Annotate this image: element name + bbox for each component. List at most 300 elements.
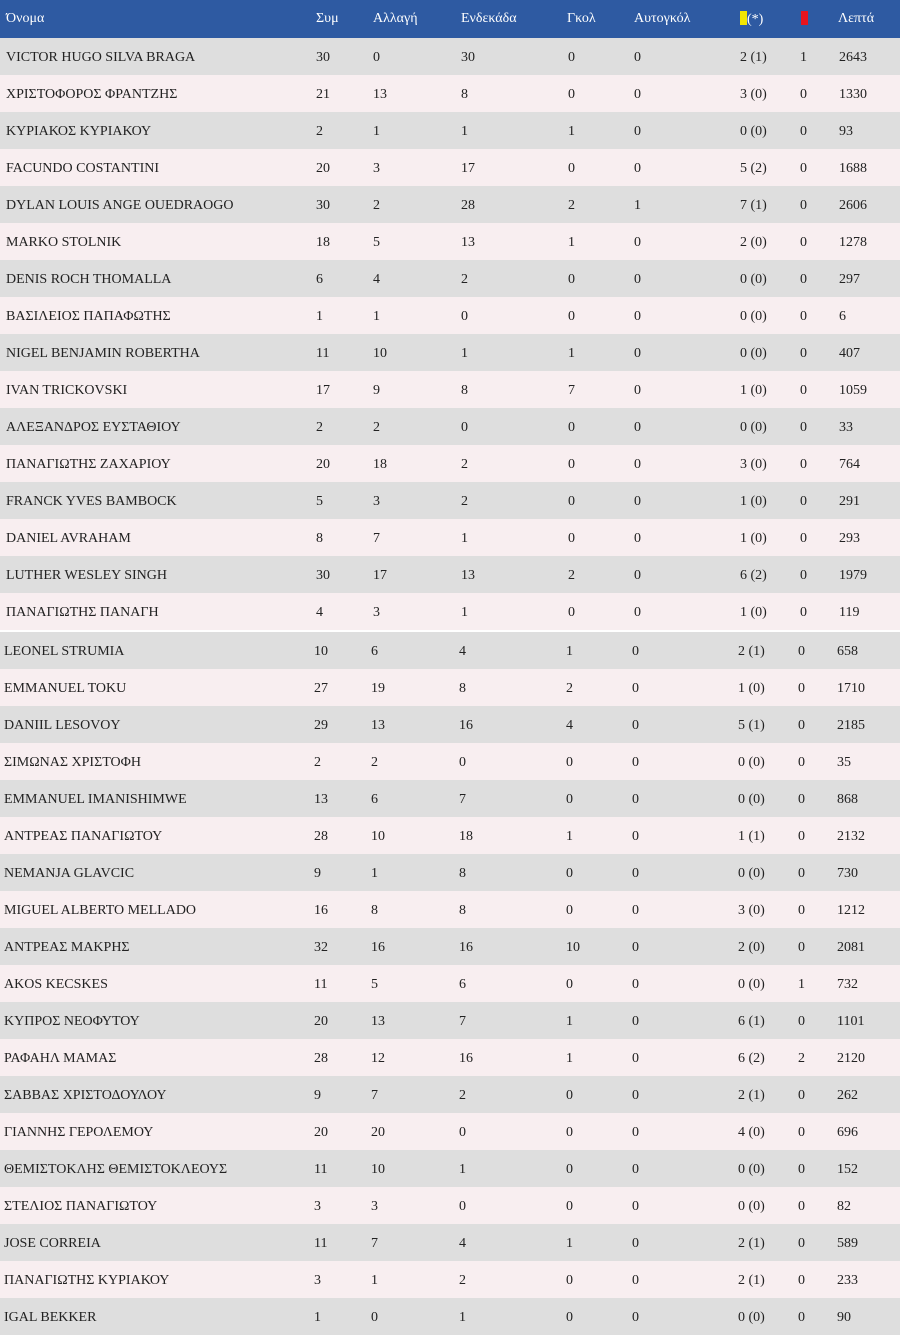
starting-apps: 16 <box>459 940 473 955</box>
goals: 0 <box>568 457 575 472</box>
goals: 0 <box>566 1273 573 1288</box>
starting-apps: 17 <box>461 161 475 176</box>
minutes: 2643 <box>839 50 867 65</box>
minutes: 1101 <box>837 1014 865 1029</box>
table-row[interactable] <box>0 891 900 928</box>
goals: 0 <box>566 1310 573 1325</box>
own-goals: 0 <box>634 50 641 65</box>
yellow-cards: 2 (1) <box>738 1088 765 1103</box>
table-row[interactable] <box>0 817 900 854</box>
goals: 1 <box>566 1236 573 1251</box>
minutes: 293 <box>839 531 860 546</box>
substitute-apps: 10 <box>373 346 387 361</box>
appearances: 20 <box>314 1125 328 1140</box>
starting-apps: 7 <box>459 1014 466 1029</box>
minutes: 291 <box>839 494 860 509</box>
own-goals: 0 <box>634 235 641 250</box>
red-cards: 0 <box>800 494 807 509</box>
starting-apps: 8 <box>461 87 468 102</box>
yellow-cards: 1 (0) <box>740 531 767 546</box>
yellow-cards: 1 (0) <box>740 494 767 509</box>
yellow-cards: 0 (0) <box>740 124 767 139</box>
table-row[interactable] <box>0 965 900 1002</box>
substitute-apps: 4 <box>373 272 380 287</box>
minutes: 90 <box>837 1310 851 1325</box>
player-name: DANIIL LESOVOY <box>4 718 121 733</box>
yellow-cards: 5 (2) <box>740 161 767 176</box>
substitute-apps: 0 <box>373 50 380 65</box>
minutes: 696 <box>837 1125 858 1140</box>
starting-apps: 16 <box>459 718 473 733</box>
own-goals: 0 <box>632 1310 639 1325</box>
starting-apps: 1 <box>461 124 468 139</box>
yellow-cards: 1 (0) <box>738 681 765 696</box>
appearances: 10 <box>314 644 328 659</box>
minutes: 6 <box>839 309 846 324</box>
goals: 1 <box>566 1014 573 1029</box>
red-cards: 0 <box>800 235 807 250</box>
starting-apps: 1 <box>459 1310 466 1325</box>
table-row[interactable] <box>0 1261 900 1298</box>
red-cards: 0 <box>800 605 807 620</box>
minutes: 93 <box>839 124 853 139</box>
starting-apps: 1 <box>461 531 468 546</box>
starting-apps: 13 <box>461 568 475 583</box>
own-goals: 0 <box>632 977 639 992</box>
substitute-apps: 1 <box>371 866 378 881</box>
table-row[interactable] <box>0 1002 900 1039</box>
header-red[interactable] <box>801 11 808 28</box>
starting-apps: 4 <box>459 1236 466 1251</box>
starting-apps: 7 <box>459 792 466 807</box>
player-name: ΚΥΡΙΑΚΟΣ ΚΥΡΙΑΚΟΥ <box>6 124 152 139</box>
header-minutes[interactable]: Λεπτά <box>838 11 875 26</box>
appearances: 2 <box>316 124 323 139</box>
appearances: 9 <box>314 866 321 881</box>
table-row[interactable] <box>0 112 900 149</box>
appearances: 21 <box>316 87 330 102</box>
yellow-card-icon <box>740 11 747 25</box>
player-name: NEMANJA GLAVCIC <box>4 866 135 881</box>
table-row[interactable] <box>0 445 900 482</box>
minutes: 2185 <box>837 718 865 733</box>
header-own-goals[interactable]: Αυτογκόλ <box>634 11 691 26</box>
player-name: ΣΙΜΩΝΑΣ ΧΡΙΣΤΟΦΗ <box>4 755 141 770</box>
own-goals: 0 <box>632 755 639 770</box>
substitute-apps: 0 <box>371 1310 378 1325</box>
player-name: ΧΡΙΣΤΟΦΟΡΟΣ ΦΡΑΝΤΖΗΣ <box>6 87 178 102</box>
player-name: ΡΑΦΑΗΛ ΜΑΜΑΣ <box>4 1051 117 1066</box>
red-cards: 0 <box>798 644 805 659</box>
yellow-cards: 2 (1) <box>740 50 767 65</box>
appearances: 29 <box>314 718 328 733</box>
minutes: 658 <box>837 644 858 659</box>
table-row[interactable] <box>0 223 900 260</box>
yellow-cards: 2 (0) <box>738 940 765 955</box>
player-name: ΠΑΝΑΓΙΩΤΗΣ ΠΑΝΑΓΗ <box>6 605 159 620</box>
minutes: 1059 <box>839 383 867 398</box>
table-row[interactable] <box>0 1187 900 1224</box>
starting-apps: 4 <box>459 644 466 659</box>
table-row[interactable] <box>0 743 900 780</box>
minutes: 868 <box>837 792 858 807</box>
red-cards: 0 <box>800 124 807 139</box>
own-goals: 0 <box>632 1236 639 1251</box>
appearances: 20 <box>316 457 330 472</box>
appearances: 4 <box>316 605 323 620</box>
own-goals: 0 <box>634 531 641 546</box>
minutes: 35 <box>837 755 851 770</box>
red-cards: 0 <box>798 792 805 807</box>
minutes: 764 <box>839 457 860 472</box>
own-goals: 0 <box>634 272 641 287</box>
starting-apps: 2 <box>461 494 468 509</box>
goals: 0 <box>568 605 575 620</box>
yellow-cards: 3 (0) <box>738 903 765 918</box>
player-name: ΣΤΕΛΙΟΣ ΠΑΝΑΓΙΩΤΟΥ <box>4 1199 158 1214</box>
player-name: AKOS KECSKES <box>4 977 108 992</box>
table-row[interactable] <box>0 1298 900 1335</box>
table-row[interactable] <box>0 780 900 817</box>
table-row[interactable] <box>0 297 900 334</box>
table-row[interactable] <box>0 408 900 445</box>
red-cards: 0 <box>798 718 805 733</box>
own-goals: 0 <box>632 718 639 733</box>
red-cards: 0 <box>798 1236 805 1251</box>
yellow-cards: 0 (0) <box>738 1162 765 1177</box>
own-goals: 0 <box>632 792 639 807</box>
table-row[interactable] <box>0 1224 900 1261</box>
red-card-icon <box>801 11 808 25</box>
goals: 0 <box>566 866 573 881</box>
substitute-apps: 6 <box>371 644 378 659</box>
appearances: 27 <box>314 681 328 696</box>
substitute-apps: 6 <box>371 792 378 807</box>
table-row[interactable] <box>0 482 900 519</box>
starting-apps: 0 <box>461 420 468 435</box>
starting-apps: 2 <box>461 272 468 287</box>
appearances: 20 <box>314 1014 328 1029</box>
table-row[interactable] <box>0 1113 900 1150</box>
yellow-cards: 6 (1) <box>738 1014 765 1029</box>
own-goals: 0 <box>634 124 641 139</box>
substitute-apps: 12 <box>371 1051 385 1066</box>
header-start[interactable]: Ενδεκάδα <box>461 11 517 26</box>
goals: 1 <box>568 124 575 139</box>
appearances: 3 <box>314 1273 321 1288</box>
yellow-cards: 0 (0) <box>738 755 765 770</box>
own-goals: 0 <box>632 866 639 881</box>
appearances: 1 <box>314 1310 321 1325</box>
starting-apps: 16 <box>459 1051 473 1066</box>
yellow-cards: 2 (1) <box>738 644 765 659</box>
table-row[interactable] <box>0 593 900 630</box>
starting-apps: 1 <box>461 346 468 361</box>
goals: 10 <box>566 940 580 955</box>
minutes: 152 <box>837 1162 858 1177</box>
substitute-apps: 7 <box>371 1088 378 1103</box>
player-name: LEONEL STRUMIA <box>4 644 125 659</box>
substitute-apps: 2 <box>371 755 378 770</box>
player-name: DYLAN LOUIS ANGE OUEDRAOGO <box>6 198 234 213</box>
goals: 0 <box>568 87 575 102</box>
substitute-apps: 5 <box>371 977 378 992</box>
appearances: 11 <box>316 346 330 361</box>
minutes: 2120 <box>837 1051 865 1066</box>
goals: 1 <box>568 235 575 250</box>
minutes: 589 <box>837 1236 858 1251</box>
appearances: 28 <box>314 829 328 844</box>
yellow-cards: 2 (1) <box>738 1273 765 1288</box>
red-cards: 0 <box>800 272 807 287</box>
table-row[interactable] <box>0 38 900 75</box>
substitute-apps: 19 <box>371 681 385 696</box>
appearances: 11 <box>314 1236 328 1251</box>
table-row[interactable] <box>0 556 900 593</box>
table-row[interactable] <box>0 928 900 965</box>
goals: 0 <box>568 531 575 546</box>
table-row[interactable] <box>0 706 900 743</box>
yellow-cards: 6 (2) <box>738 1051 765 1066</box>
minutes: 407 <box>839 346 860 361</box>
starting-apps: 8 <box>459 866 466 881</box>
table-row[interactable] <box>0 1039 900 1076</box>
red-cards: 0 <box>798 1088 805 1103</box>
yellow-cards: 0 (0) <box>740 272 767 287</box>
own-goals: 0 <box>632 1051 639 1066</box>
red-cards: 0 <box>800 531 807 546</box>
substitute-apps: 9 <box>373 383 380 398</box>
yellow-cards: 0 (0) <box>738 1199 765 1214</box>
minutes: 1979 <box>839 568 867 583</box>
own-goals: 0 <box>634 568 641 583</box>
goals: 0 <box>568 309 575 324</box>
substitute-apps: 17 <box>373 568 387 583</box>
player-name: MIGUEL ALBERTO MELLADO <box>4 903 197 918</box>
table-row[interactable] <box>0 1076 900 1113</box>
goals: 0 <box>568 272 575 287</box>
player-name: JOSE CORREIA <box>4 1236 101 1251</box>
player-name: EMMANUEL IMANISHIMWE <box>4 792 187 807</box>
starting-apps: 1 <box>461 605 468 620</box>
goals: 1 <box>566 644 573 659</box>
own-goals: 0 <box>634 457 641 472</box>
player-name: DENIS ROCH THOMALLA <box>6 272 172 287</box>
minutes: 1688 <box>839 161 867 176</box>
minutes: 297 <box>839 272 860 287</box>
goals: 2 <box>566 681 573 696</box>
player-name: ΑΝΤΡΕΑΣ ΜΑΚΡΗΣ <box>4 940 130 955</box>
minutes: 82 <box>837 1199 851 1214</box>
appearances: 3 <box>314 1199 321 1214</box>
yellow-cards: 0 (0) <box>740 309 767 324</box>
substitute-apps: 3 <box>373 494 380 509</box>
yellow-cards: 6 (2) <box>740 568 767 583</box>
starting-apps: 2 <box>459 1273 466 1288</box>
yellow-cards: 0 (0) <box>740 420 767 435</box>
substitute-apps: 3 <box>371 1199 378 1214</box>
substitute-apps: 20 <box>371 1125 385 1140</box>
substitute-apps: 13 <box>373 87 387 102</box>
table-row[interactable] <box>0 334 900 371</box>
own-goals: 0 <box>634 383 641 398</box>
goals: 1 <box>566 1051 573 1066</box>
appearances: 8 <box>316 531 323 546</box>
red-cards: 0 <box>798 1273 805 1288</box>
header-name[interactable]: Όνομα <box>6 11 45 26</box>
red-cards: 0 <box>800 420 807 435</box>
player-name: ΑΛΕΞΑΝΔΡΟΣ ΕΥΣΤΑΘΙΟΥ <box>6 420 181 435</box>
own-goals: 0 <box>632 1162 639 1177</box>
header-apps[interactable]: Συμ <box>316 11 339 26</box>
goals: 0 <box>568 494 575 509</box>
appearances: 17 <box>316 383 330 398</box>
yellow-cards: 2 (0) <box>740 235 767 250</box>
goals: 0 <box>566 755 573 770</box>
player-name: ΚΥΠΡΟΣ ΝΕΟΦΥΤΟΥ <box>4 1014 140 1029</box>
table-row[interactable] <box>0 1150 900 1187</box>
substitute-apps: 1 <box>373 309 380 324</box>
minutes: 1278 <box>839 235 867 250</box>
table-row[interactable] <box>0 854 900 891</box>
table-row[interactable] <box>0 632 900 669</box>
player-name: ΠΑΝΑΓΙΩΤΗΣ ΖΑΧΑΡΙΟΥ <box>6 457 171 472</box>
goals: 7 <box>568 383 575 398</box>
own-goals: 0 <box>632 681 639 696</box>
appearances: 28 <box>314 1051 328 1066</box>
table-row[interactable] <box>0 75 900 112</box>
substitute-apps: 7 <box>373 531 380 546</box>
appearances: 9 <box>314 1088 321 1103</box>
appearances: 2 <box>316 420 323 435</box>
own-goals: 0 <box>632 644 639 659</box>
substitute-apps: 10 <box>371 1162 385 1177</box>
minutes: 732 <box>837 977 858 992</box>
red-cards: 1 <box>800 50 807 65</box>
player-name: ΠΑΝΑΓΙΩΤΗΣ ΚΥΡΙΑΚΟΥ <box>4 1273 170 1288</box>
player-name: VICTOR HUGO SILVA BRAGA <box>6 50 196 65</box>
red-cards: 0 <box>798 755 805 770</box>
player-name: MARKO STOLNIK <box>6 235 122 250</box>
table-row[interactable] <box>0 519 900 556</box>
starting-apps: 2 <box>459 1088 466 1103</box>
yellow-cards: 0 (0) <box>740 346 767 361</box>
yellow-cards: 0 (0) <box>738 1310 765 1325</box>
appearances: 18 <box>316 235 330 250</box>
own-goals: 0 <box>634 605 641 620</box>
own-goals: 0 <box>632 1125 639 1140</box>
table-row[interactable] <box>0 186 900 223</box>
header-yellow[interactable] <box>740 11 763 28</box>
minutes: 233 <box>837 1273 858 1288</box>
goals: 0 <box>566 977 573 992</box>
own-goals: 0 <box>632 1273 639 1288</box>
starting-apps: 28 <box>461 198 475 213</box>
substitute-apps: 7 <box>371 1236 378 1251</box>
minutes: 33 <box>839 420 853 435</box>
table-row[interactable] <box>0 149 900 186</box>
own-goals: 0 <box>632 1199 639 1214</box>
appearances: 20 <box>316 161 330 176</box>
table-row[interactable] <box>0 669 900 706</box>
substitute-apps: 1 <box>373 124 380 139</box>
red-cards: 0 <box>798 866 805 881</box>
own-goals: 0 <box>632 1014 639 1029</box>
table-row[interactable] <box>0 371 900 408</box>
red-cards: 0 <box>798 940 805 955</box>
appearances: 30 <box>316 198 330 213</box>
starting-apps: 0 <box>459 1199 466 1214</box>
yellow-cards: 5 (1) <box>738 718 765 733</box>
goals: 0 <box>568 50 575 65</box>
starting-apps: 13 <box>461 235 475 250</box>
substitute-apps: 3 <box>373 605 380 620</box>
goals: 2 <box>568 198 575 213</box>
starting-apps: 6 <box>459 977 466 992</box>
minutes: 730 <box>837 866 858 881</box>
appearances: 30 <box>316 50 330 65</box>
minutes: 262 <box>837 1088 858 1103</box>
starting-apps: 0 <box>459 755 466 770</box>
player-name: ΓΙΑΝΝΗΣ ΓΕΡΟΛΕΜΟΥ <box>4 1125 154 1140</box>
red-cards: 0 <box>800 346 807 361</box>
substitute-apps: 16 <box>371 940 385 955</box>
player-name: ΑΝΤΡΕΑΣ ΠΑΝΑΓΙΩΤΟΥ <box>4 829 163 844</box>
goals: 0 <box>566 1199 573 1214</box>
substitute-apps: 5 <box>373 235 380 250</box>
table-row[interactable] <box>0 260 900 297</box>
header-sub[interactable]: Αλλαγή <box>373 11 418 26</box>
red-cards: 1 <box>798 977 805 992</box>
minutes: 1330 <box>839 87 867 102</box>
own-goals: 0 <box>634 420 641 435</box>
player-name: IGAL BEKKER <box>4 1310 97 1325</box>
header-goals[interactable]: Γκολ <box>567 11 596 26</box>
minutes: 119 <box>839 605 860 620</box>
own-goals: 0 <box>634 87 641 102</box>
appearances: 6 <box>316 272 323 287</box>
red-cards: 0 <box>800 87 807 102</box>
starting-apps: 30 <box>461 50 475 65</box>
yellow-cards: 1 (0) <box>740 605 767 620</box>
yellow-cards: 2 (1) <box>738 1236 765 1251</box>
starting-apps: 8 <box>459 681 466 696</box>
minutes: 2606 <box>839 198 867 213</box>
red-cards: 0 <box>798 1199 805 1214</box>
own-goals: 0 <box>634 346 641 361</box>
goals: 1 <box>566 829 573 844</box>
own-goals: 0 <box>632 903 639 918</box>
player-name: EMMANUEL TOKU <box>4 681 127 696</box>
appearances: 1 <box>316 309 323 324</box>
substitute-apps: 1 <box>371 1273 378 1288</box>
starting-apps: 0 <box>461 309 468 324</box>
yellow-cards: 1 (1) <box>738 829 765 844</box>
substitute-apps: 8 <box>371 903 378 918</box>
substitute-apps: 2 <box>373 198 380 213</box>
header-yellow-suffix: (*) <box>747 12 764 27</box>
goals: 2 <box>568 568 575 583</box>
red-cards: 0 <box>798 1014 805 1029</box>
goals: 4 <box>566 718 573 733</box>
own-goals: 0 <box>632 940 639 955</box>
yellow-cards: 7 (1) <box>740 198 767 213</box>
starting-apps: 0 <box>459 1125 466 1140</box>
goals: 1 <box>568 346 575 361</box>
table-body-2 <box>0 632 900 1335</box>
starting-apps: 1 <box>459 1162 466 1177</box>
yellow-cards: 0 (0) <box>738 977 765 992</box>
